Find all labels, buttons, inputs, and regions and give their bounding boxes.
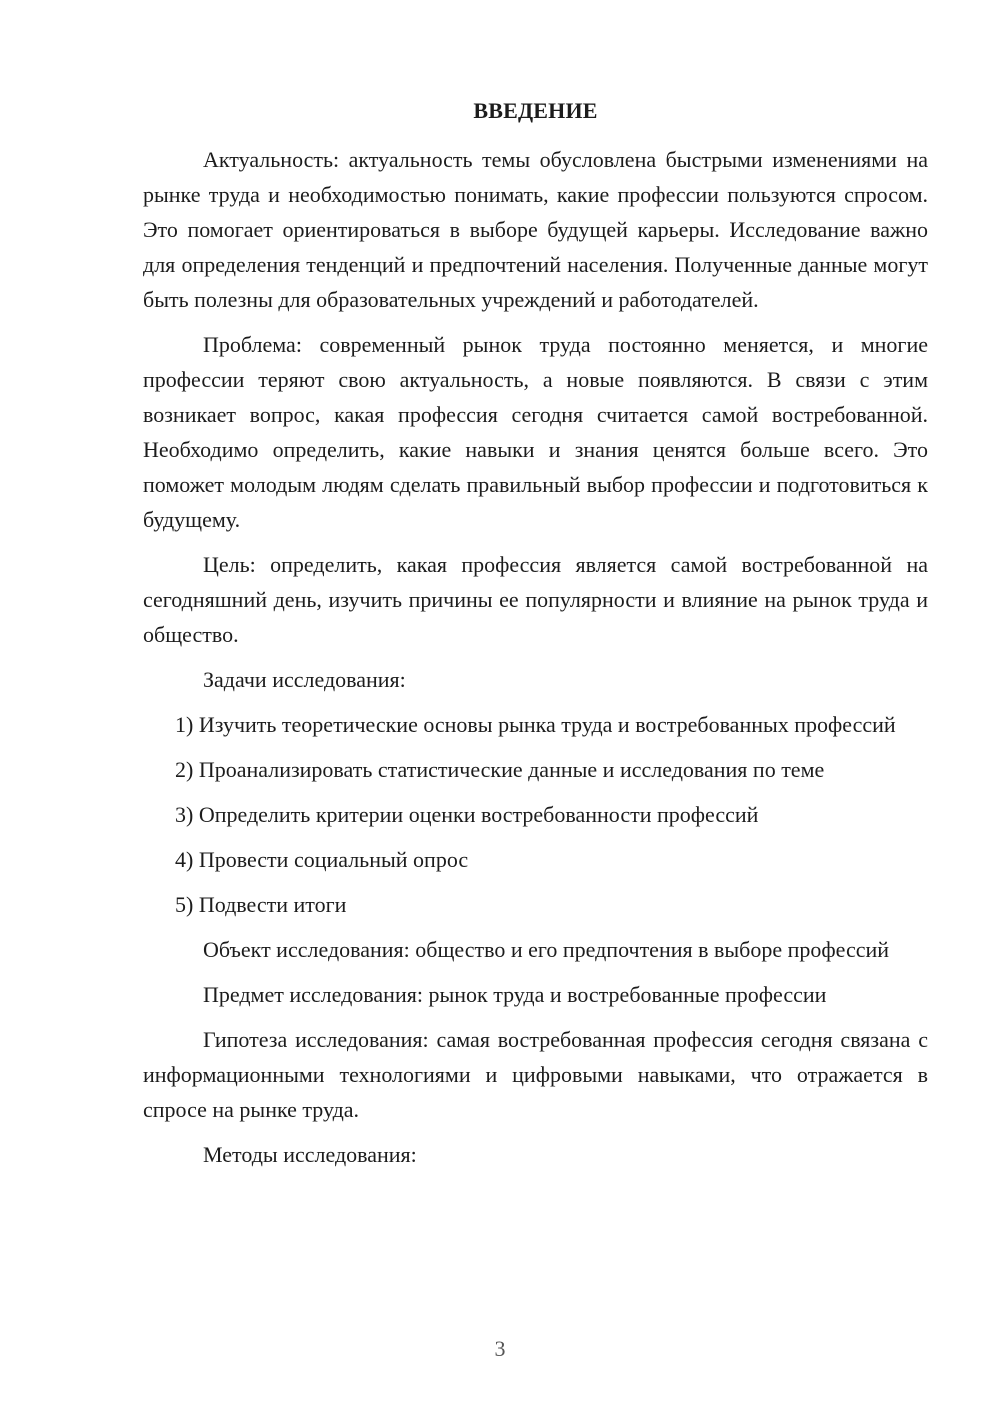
task-item-4: 4) Провести социальный опрос — [175, 847, 469, 872]
subject-paragraph: Предмет исследования: рынок труда и востребованные профессии — [203, 982, 827, 1007]
hypothesis-paragraph: Гипотеза исследования: самая востребованная профессия сегодня связана с информационными технологиями и цифровыми навыками, что отражается в спросе на рынке труда. — [143, 1027, 928, 1122]
task-item-5: 5) Подвести итоги — [175, 892, 347, 917]
task-item-2: 2) Проанализировать статистические данные и исследования по теме — [175, 757, 825, 782]
object-paragraph: Объект исследования: общество и его предпочтения в выборе профессий — [203, 937, 890, 962]
tasks-heading: Задачи исследования: — [203, 667, 406, 692]
task-item-3: 3) Определить критерии оценки востребованности профессий — [175, 802, 759, 827]
problem-paragraph: Проблема: современный рынок труда постоянно меняется, и многие профессии теряют свою актуальность, а новые появляются. В связи с этим возникает вопрос, какая профессия сегодня считается самой востребованной. Необходимо определить, какие навыки и знания ценятся больше всего. Это поможет молодым людям сделать правильный выбор профессии и подготовиться к будущему. — [143, 332, 928, 532]
goal-paragraph: Цель: определить, какая профессия является самой востребованной на сегодняшний день, изучить причины ее популярности и влияние на рынок труда и общество. — [143, 552, 928, 647]
relevance-paragraph: Актуальность: актуальность темы обусловлена быстрыми изменениями на рынке труда и необходимостью понимать, какие профессии пользуются спросом. Это помогает ориентироваться в выборе будущей карьеры. Исследование важно для определения тенденций и предпочтений населения. Полученные данные могут быть полезны для образовательных учреждений и работодателей. — [143, 147, 928, 312]
task-item-1: 1) Изучить теоретические основы рынка труда и востребованных профессий — [175, 712, 896, 737]
page-number: 3 — [494, 1336, 506, 1361]
section-title: ВВЕДЕНИЕ — [473, 98, 598, 123]
methods-heading: Методы исследования: — [203, 1142, 417, 1167]
document-page — [143, 96, 928, 1182]
